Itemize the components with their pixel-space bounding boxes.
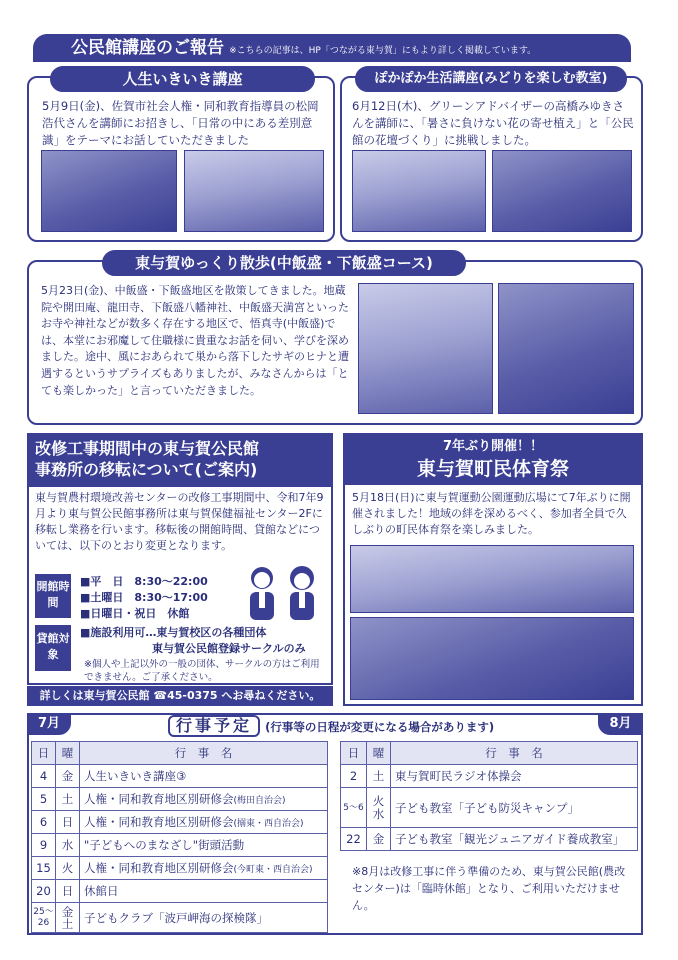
july-label: 7月 <box>27 713 71 735</box>
hours-saturday: ■土曜日 8:30～17:00 <box>80 591 208 604</box>
table-row <box>32 903 328 933</box>
row-event <box>80 834 328 857</box>
row-event: 東与賀町民ラジオ体操会 <box>391 765 638 788</box>
row-weekday: 金 <box>56 765 80 788</box>
sports-headline1: 7年ぶり開催！！ <box>442 439 544 454</box>
row-event <box>80 903 328 933</box>
row-weekday: 火水 <box>367 788 391 828</box>
relocation-title-line2: 事務所の移転について(ご案内) <box>35 460 258 479</box>
course1-title: 人生いきいき講座 <box>50 66 315 92</box>
row-weekday: 日 <box>56 880 80 903</box>
row-event <box>80 880 328 903</box>
row-weekday: 土 <box>56 788 80 811</box>
row-weekday: 水 <box>56 834 80 857</box>
report-title: 公民館講座のご報告 <box>71 38 224 58</box>
aug-table <box>340 741 638 851</box>
july-table <box>31 741 328 933</box>
aug-note: ※8月は改修工事に伴う準備のため、東与賀公民館(農改センター)は「臨時休館」となり、ご利用いただけません。 <box>352 865 626 912</box>
hours-list <box>80 574 240 622</box>
course2-photo-group <box>492 150 632 232</box>
report-banner <box>33 34 631 62</box>
table-row <box>32 811 328 834</box>
course1-text: 5月9日(金)、佐賀市社会人権・同和教育指導員の松岡浩代さんを講師にお招きし、「日常の中にある差別意識」をテーマにお話していただきました <box>42 99 319 147</box>
row-event-sub: (今町東・西自治会) <box>233 865 313 875</box>
walk-photo-temple <box>498 283 634 414</box>
table-row <box>32 765 328 788</box>
course1-photo-audience <box>184 150 324 232</box>
row-day: 2 <box>341 765 367 788</box>
row-day: 20 <box>32 880 56 903</box>
july-table-header <box>32 742 328 765</box>
row-day: 22 <box>341 828 367 851</box>
aug-label: 8月 <box>598 713 643 735</box>
walk-photo-street <box>358 283 493 414</box>
row-weekday: 土 <box>367 765 391 788</box>
row-event-title: "子どもへのまなざし"街頭活動 <box>84 838 245 852</box>
relocation-text: 東与賀農村環境改善センターの改修工事期間中、令和7年9月より東与賀公民館事務所は東与賀保健福祉センター2Fに移転し業務を行います。移転後の開館時間、貸館などについては、以下のとおり変更となります。 <box>35 491 324 552</box>
col-day: 日 <box>32 742 56 765</box>
sports-photo-tents <box>350 617 634 700</box>
table-row <box>32 834 328 857</box>
rental-line2: 東与賀公民館登録サークルのみ <box>152 642 306 655</box>
table-row <box>32 880 328 903</box>
row-event: 子ども教室「観光ジュニアガイド養成教室」 <box>391 828 638 851</box>
sports-text: 5月18日(日)に東与賀運動公園運動広場にて7年ぶりに開催されました！地域の絆を深めるべく、参加者全員で久しぶりの町民体育祭を楽しみました。 <box>352 491 631 536</box>
row-weekday: 金 <box>367 828 391 851</box>
row-day: 5 <box>32 788 56 811</box>
sports-photo-field <box>350 545 634 613</box>
sports-headline2: 東与賀町民体育祭 <box>416 458 569 480</box>
report-note: ※こちらの記事は、HP「つながる東与賀」にもより詳しく掲載しています。 <box>229 46 537 56</box>
row-weekday: 金土 <box>56 903 80 933</box>
schedule-note: (行事等の日程が変更になる場合があります) <box>265 720 495 734</box>
rental-line1: ■施設利用可…東与賀校区の各種団体 <box>80 626 267 639</box>
walk-text: 5月23日(金)、中飯盛・下飯盛地区を散策してきました。地蔵院や開田庵、龍田寺、下飯盛八幡神社、中飯盛天満宮といったお寺や神社などが数多く存在する地区で、悟真寺(中飯盛)では、本堂にお邪魔して住職様に貴重なお話を伺い、学びを深めました。途中、風におあられて巣から落下したサギのヒナと遭遇するというサプライズもありましたが、みなさんからは「とても楽しかった」と言っていただきました。 <box>41 284 349 397</box>
row-event-sub: (搦東・西自治会) <box>233 819 304 829</box>
table-row <box>32 857 328 880</box>
hours-weekday: ■平 日 8:30～22:00 <box>80 575 208 588</box>
course2-text: 6月12日(木)、グリーンアドバイザーの高橋みゆきさんを講師に、「暑さに負けない花の寄せ植え」と「公民館の花壇づくり」に挑戦しました。 <box>352 99 634 147</box>
row-event-title: 人権・同和教育地区別研修会 <box>84 815 234 829</box>
row-event-title: 人生いきいき講座③ <box>84 769 187 783</box>
staff-illustration <box>240 562 326 622</box>
relocation-title-line1: 改修工事期間中の東与賀公民館 <box>35 439 260 458</box>
col-event: 行 事 名 <box>80 742 328 765</box>
row-event-title: 休館日 <box>84 884 119 898</box>
row-day: 5～6 <box>341 788 367 828</box>
row-event-title: 人権・同和教育地区別研修会 <box>84 792 234 806</box>
row-day: 9 <box>32 834 56 857</box>
aug-table-header <box>341 742 638 765</box>
row-day: 15 <box>32 857 56 880</box>
row-day: 25～26 <box>32 903 56 933</box>
table-row <box>341 788 638 828</box>
col-day: 日 <box>341 742 367 765</box>
row-event-title: 子どもクラブ「波戸岬海の探検隊」 <box>84 910 268 925</box>
col-event: 行 事 名 <box>391 742 638 765</box>
row-day: 6 <box>32 811 56 834</box>
table-row <box>341 765 638 788</box>
row-weekday: 火 <box>56 857 80 880</box>
course1-photo-speaker <box>41 150 177 232</box>
row-event <box>80 811 328 834</box>
row-event: 子ども教室「子ども防災キャンプ」 <box>391 788 638 828</box>
row-event-title: 人権・同和教育地区別研修会 <box>84 861 234 875</box>
schedule-title: 行事予定 <box>168 715 260 737</box>
course2-title: ぽかぽか生活講座(みどりを楽しむ教室) <box>355 66 627 92</box>
row-event <box>80 765 328 788</box>
row-weekday: 日 <box>56 811 80 834</box>
row-day: 4 <box>32 765 56 788</box>
hours-label: 開館時間 <box>35 574 71 618</box>
row-event-sub: (梅田自治会) <box>233 796 286 806</box>
table-row <box>32 788 328 811</box>
row-event <box>80 788 328 811</box>
table-row <box>341 828 638 851</box>
hours-sunday: ■日曜日・祝日 休館 <box>80 607 190 620</box>
row-event <box>80 857 328 880</box>
col-weekday: 曜 <box>367 742 391 765</box>
sports-header <box>343 433 643 485</box>
relocation-contact: 詳しくは東与賀公民館 ☎45-0375 へお尋ねください。 <box>27 686 333 706</box>
relocation-header <box>27 433 333 485</box>
schedule-title-row <box>168 715 578 737</box>
col-weekday: 曜 <box>56 742 80 765</box>
course2-photo-lecturer <box>352 150 486 232</box>
rental-list <box>80 625 330 657</box>
rental-note: ※個人や上記以外の一般の団体、サークルの方はご利用できません。ご了承ください。 <box>84 659 320 683</box>
rental-label: 貸館対象 <box>35 625 71 671</box>
walk-title: 東与賀ゆっくり散歩(中飯盛・下飯盛コース) <box>102 250 466 276</box>
